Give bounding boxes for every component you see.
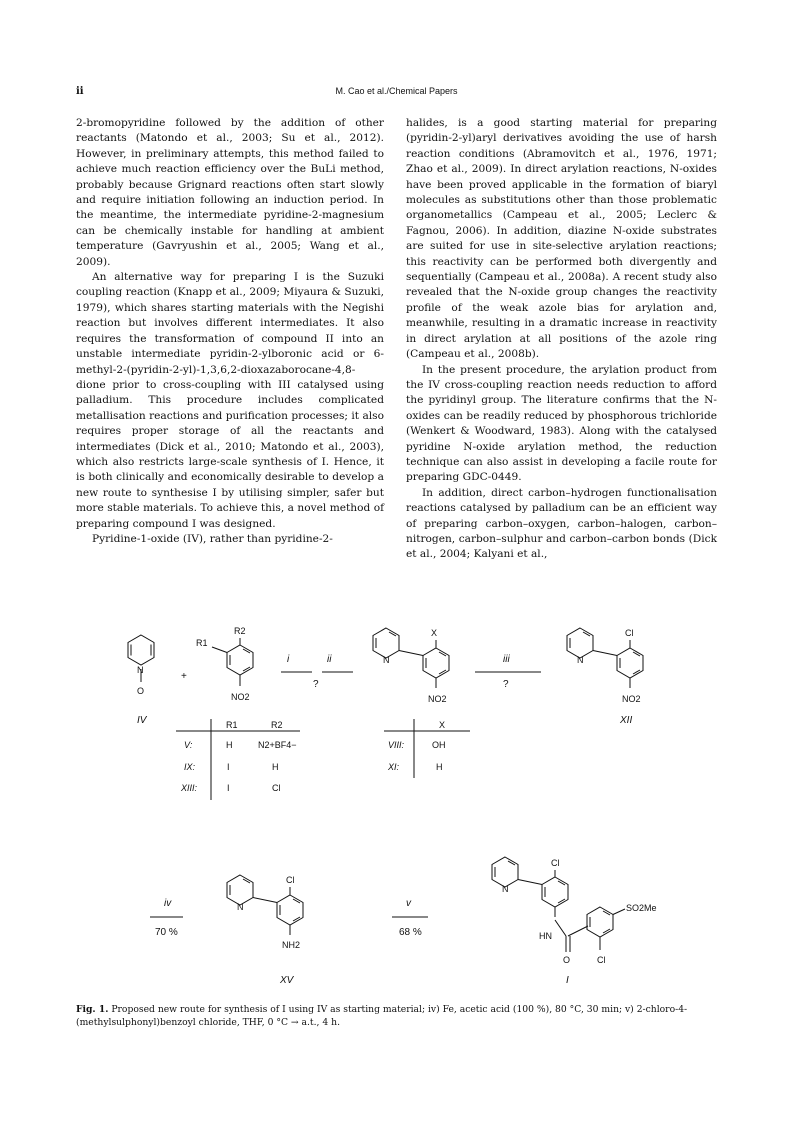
table-cell: I (227, 783, 230, 793)
atom-label: O (137, 686, 145, 696)
sulfonyl-label: SO2Me (626, 903, 657, 913)
nitro-label: NO2 (622, 694, 641, 704)
figure-caption (76, 1003, 716, 1029)
atom-label: N (577, 655, 584, 665)
nitro-label: NO2 (231, 692, 250, 702)
right-column (406, 116, 717, 563)
table-cell: H (436, 762, 443, 772)
step-label: ii (327, 654, 332, 665)
compound-i-structure (492, 857, 625, 952)
paragraph: Pyridine-1-oxide (IV), rather than pyridine-2- (92, 532, 333, 545)
table-header: X (439, 720, 446, 730)
table-cell: XI: (388, 762, 400, 772)
atom-label: N (502, 884, 509, 894)
step-label: v (406, 898, 411, 909)
atom-label: N (237, 902, 244, 912)
left-column (76, 116, 384, 547)
table-cell: OH (432, 740, 446, 750)
chloro-label: Cl (597, 955, 606, 965)
compound-label: XV (280, 975, 294, 986)
table-cell: H (226, 740, 233, 750)
atom-label: N (137, 665, 144, 675)
yield-label: 70 % (155, 927, 178, 938)
table-cell: I (227, 762, 230, 772)
table-cell: Cl (272, 783, 281, 793)
question-mark: ? (313, 679, 319, 690)
r2-label: R2 (234, 626, 246, 636)
aryl-reagent-structure (212, 638, 253, 686)
atom-label: O (563, 955, 571, 965)
table-cell: XIII: (181, 783, 198, 793)
compound-label: I (566, 975, 569, 986)
yield-label: 68 % (399, 927, 422, 938)
page-number: ii (76, 86, 84, 97)
plus-sign: + (181, 671, 187, 682)
amide-nh-label: HN (539, 931, 552, 941)
paragraph: 2-bromopyridine followed by the addition of other reactants (Matondo et al., 2003; Su et al., 2012). However, in preliminary attempts, this method failed to achieve much reaction efficiency over the BuLi method, probably because Grignard reactions often start slowly and require initiation following an induction period. In the meantime, the intermediate pyridine-2-magnesium can be chemically instable for handling at ambient temperature (Gavryushin et al., 2005; Wang et al., 2009). (76, 117, 384, 268)
table-cell: IX: (184, 762, 196, 772)
paragraph: In the present procedure, the arylation product from the IV cross-coupling reaction needs reduction to afford the pyridinyl group. The literature confirms that the N-oxides can be readily reduced by phosphorous trichloride (Wenkert & Woodward, 1983). Along with the catalysed pyridine N-oxide arylation method, the reduction technique can also assist in developing a facile route for preparing GDC-0449. (406, 363, 717, 484)
step-label: i (287, 654, 290, 665)
paragraph: An alternative way for preparing I is the Suzuki coupling reaction (Knapp et al., 2009; Miyaura & Suzuki, 1979), which shares starting materials with the Negishi reaction but involves different intermediates. It also requires the transformation of compound II into an unstable intermediate pyridin-2-ylboronic acid or 6-methyl-2-(pyridin-2-yl)-1,3,6,2-dioxazaborocane-4,8-dione prior to cross-coupling with III catalysed using palladium. This procedure includes complicated metallisation reactions and purification processes; it also requires proper storage of all the reactants and intermediates (Dick et al., 2010; Matondo et al., 2003), which also restricts large-scale synthesis of I. Hence, it is both clinically and economically desirable to develop a new route to synthesise I by utilising simpler, safer but more stable materials. To achieve this, a novel method of preparing compound I was designed. (76, 271, 384, 530)
table-cell: H (272, 762, 279, 772)
atom-label: N (383, 655, 390, 665)
compound-label: IV (137, 715, 147, 726)
r1-label: R1 (196, 638, 208, 648)
chloro-label: Cl (286, 875, 295, 885)
reaction-scheme (0, 600, 793, 1000)
table-cell: N2+BF4− (258, 740, 297, 750)
running-head: M. Cao et al./Chemical Papers (335, 86, 458, 96)
table-cell: VIII: (388, 740, 405, 750)
table-cell: V: (184, 740, 193, 750)
chloro-label: Cl (551, 858, 560, 868)
paragraph: halides, is a good starting material for preparing (pyridin-2-yl)aryl derivatives avoiding the use of harsh reaction conditions (Abramovitch et al., 1976, 1971; Zhao et al., 2009). In direct arylation reactions, N-oxides have been proved applicable in the formation of biaryl molecules as substitutions other than those problematic organometallics (Campeau et al., 2005; Leclerc & Fagnou, 2006). In addition, diazine N-oxide substrates are suited for use in site-selective arylation reactions; this reactivity can be performed both divergently and sequentially (Campeau et al., 2008a). A recent study also revealed that the N-oxide group changes the reactivity profile of the weak azole bias for arylation and, meanwhile, resulting in a dramatic increase in reactivity in direct arylation at all positions of the azole ring (Campeau et al., 2008b). (406, 117, 717, 361)
amine-label: NH2 (282, 940, 301, 950)
step-label: iii (503, 654, 510, 665)
chloro-label: Cl (625, 628, 634, 638)
caption-text: Proposed new route for synthesis of I using IV as starting material; iv) Fe, acetic acid (100 %), 80 °C, 30 min; v) 2-chloro-4-(methylsulphonyl)benzoyl chloride, THF, 0 °C → a.t., 4 h. (76, 1004, 688, 1028)
table-header: R1 (226, 720, 238, 730)
step-label: iv (164, 898, 172, 909)
paragraph: In addition, direct carbon–hydrogen functionalisation reactions catalysed by palladium can be an efficient way of preparing carbon–oxygen, carbon–halogen, carbon–nitrogen, carbon–sulphur and carbon–carbon bonds (Dick et al., 2004; Kalyani et al., (406, 486, 717, 561)
compound-label: XII (620, 715, 633, 726)
question-mark: ? (503, 679, 509, 690)
caption-label: Fig. 1. (76, 1004, 109, 1015)
x-label: X (431, 628, 438, 638)
table-header: R2 (271, 720, 283, 730)
nitro-label: NO2 (428, 694, 447, 704)
